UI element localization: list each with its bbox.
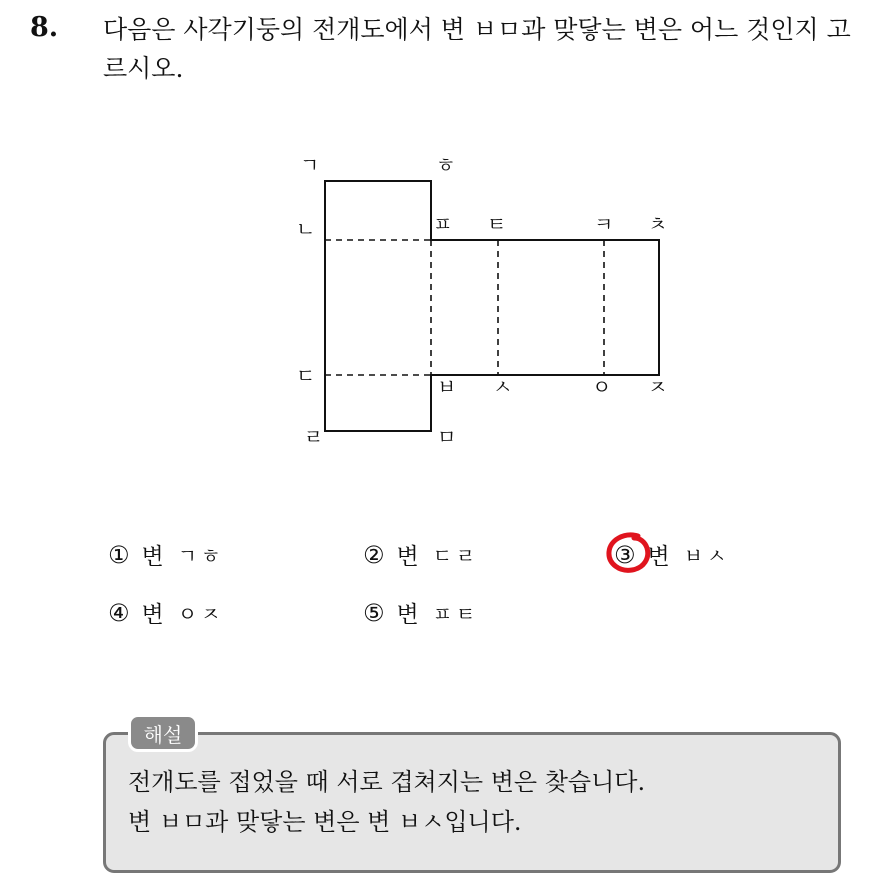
label-n: ㄴ xyxy=(296,217,316,241)
question-text: 다음은 사각기둥의 전개도에서 변 ㅂㅁ과 맞닿는 변은 어느 것인지 고르시오. xyxy=(103,15,851,83)
explanation-text xyxy=(128,762,645,842)
choice-2-letters: ㄷㄹ xyxy=(432,544,480,568)
choice-2-word: 변 xyxy=(396,544,419,570)
choice-3-number: ③ xyxy=(614,540,636,569)
label-s: ㅅ xyxy=(493,375,513,399)
choice-1[interactable] xyxy=(108,538,224,571)
label-b: ㅂ xyxy=(437,375,457,399)
label-d: ㄷ xyxy=(296,364,316,388)
choice-2-number: ② xyxy=(363,540,385,569)
choice-5[interactable] xyxy=(363,596,479,629)
label-j: ㅈ xyxy=(648,375,668,399)
explanation-line-2: 변 ㅂㅁ과 맞닿는 변은 변 ㅂㅅ입니다. xyxy=(128,808,522,836)
label-m: ㅁ xyxy=(437,425,457,449)
choice-5-word: 변 xyxy=(396,602,419,628)
label-k: ㅋ xyxy=(594,212,614,236)
explanation-tab: 해설 xyxy=(128,714,198,752)
choice-1-number: ① xyxy=(108,540,130,569)
choice-3-word: 변 xyxy=(647,544,670,570)
explanation-line-1: 전개도를 접었을 때 서로 겹쳐지는 변은 찾습니다. xyxy=(128,768,646,796)
choice-1-letters: ㄱㅎ xyxy=(177,544,225,568)
label-r: ㄹ xyxy=(304,425,324,449)
label-o: ㅇ xyxy=(592,375,612,399)
choice-4-number: ④ xyxy=(108,598,130,627)
label-ch: ㅊ xyxy=(648,212,668,236)
label-h: ㅎ xyxy=(436,153,456,177)
label-p: ㅍ xyxy=(433,212,453,236)
choice-2[interactable] xyxy=(363,538,479,571)
question-number: 8. xyxy=(30,12,59,43)
choice-4-letters: ㅇㅈ xyxy=(177,602,225,626)
choice-4[interactable] xyxy=(108,596,224,629)
choice-5-letters: ㅍㅌ xyxy=(432,602,480,626)
answer-mark-icon xyxy=(604,530,656,576)
choice-5-number: ⑤ xyxy=(363,598,385,627)
choice-4-word: 변 xyxy=(141,602,164,628)
choice-1-word: 변 xyxy=(141,544,164,570)
label-t: ㅌ xyxy=(487,212,507,236)
label-g: ㄱ xyxy=(300,153,320,177)
choice-3-letters: ㅂㅅ xyxy=(683,544,731,568)
